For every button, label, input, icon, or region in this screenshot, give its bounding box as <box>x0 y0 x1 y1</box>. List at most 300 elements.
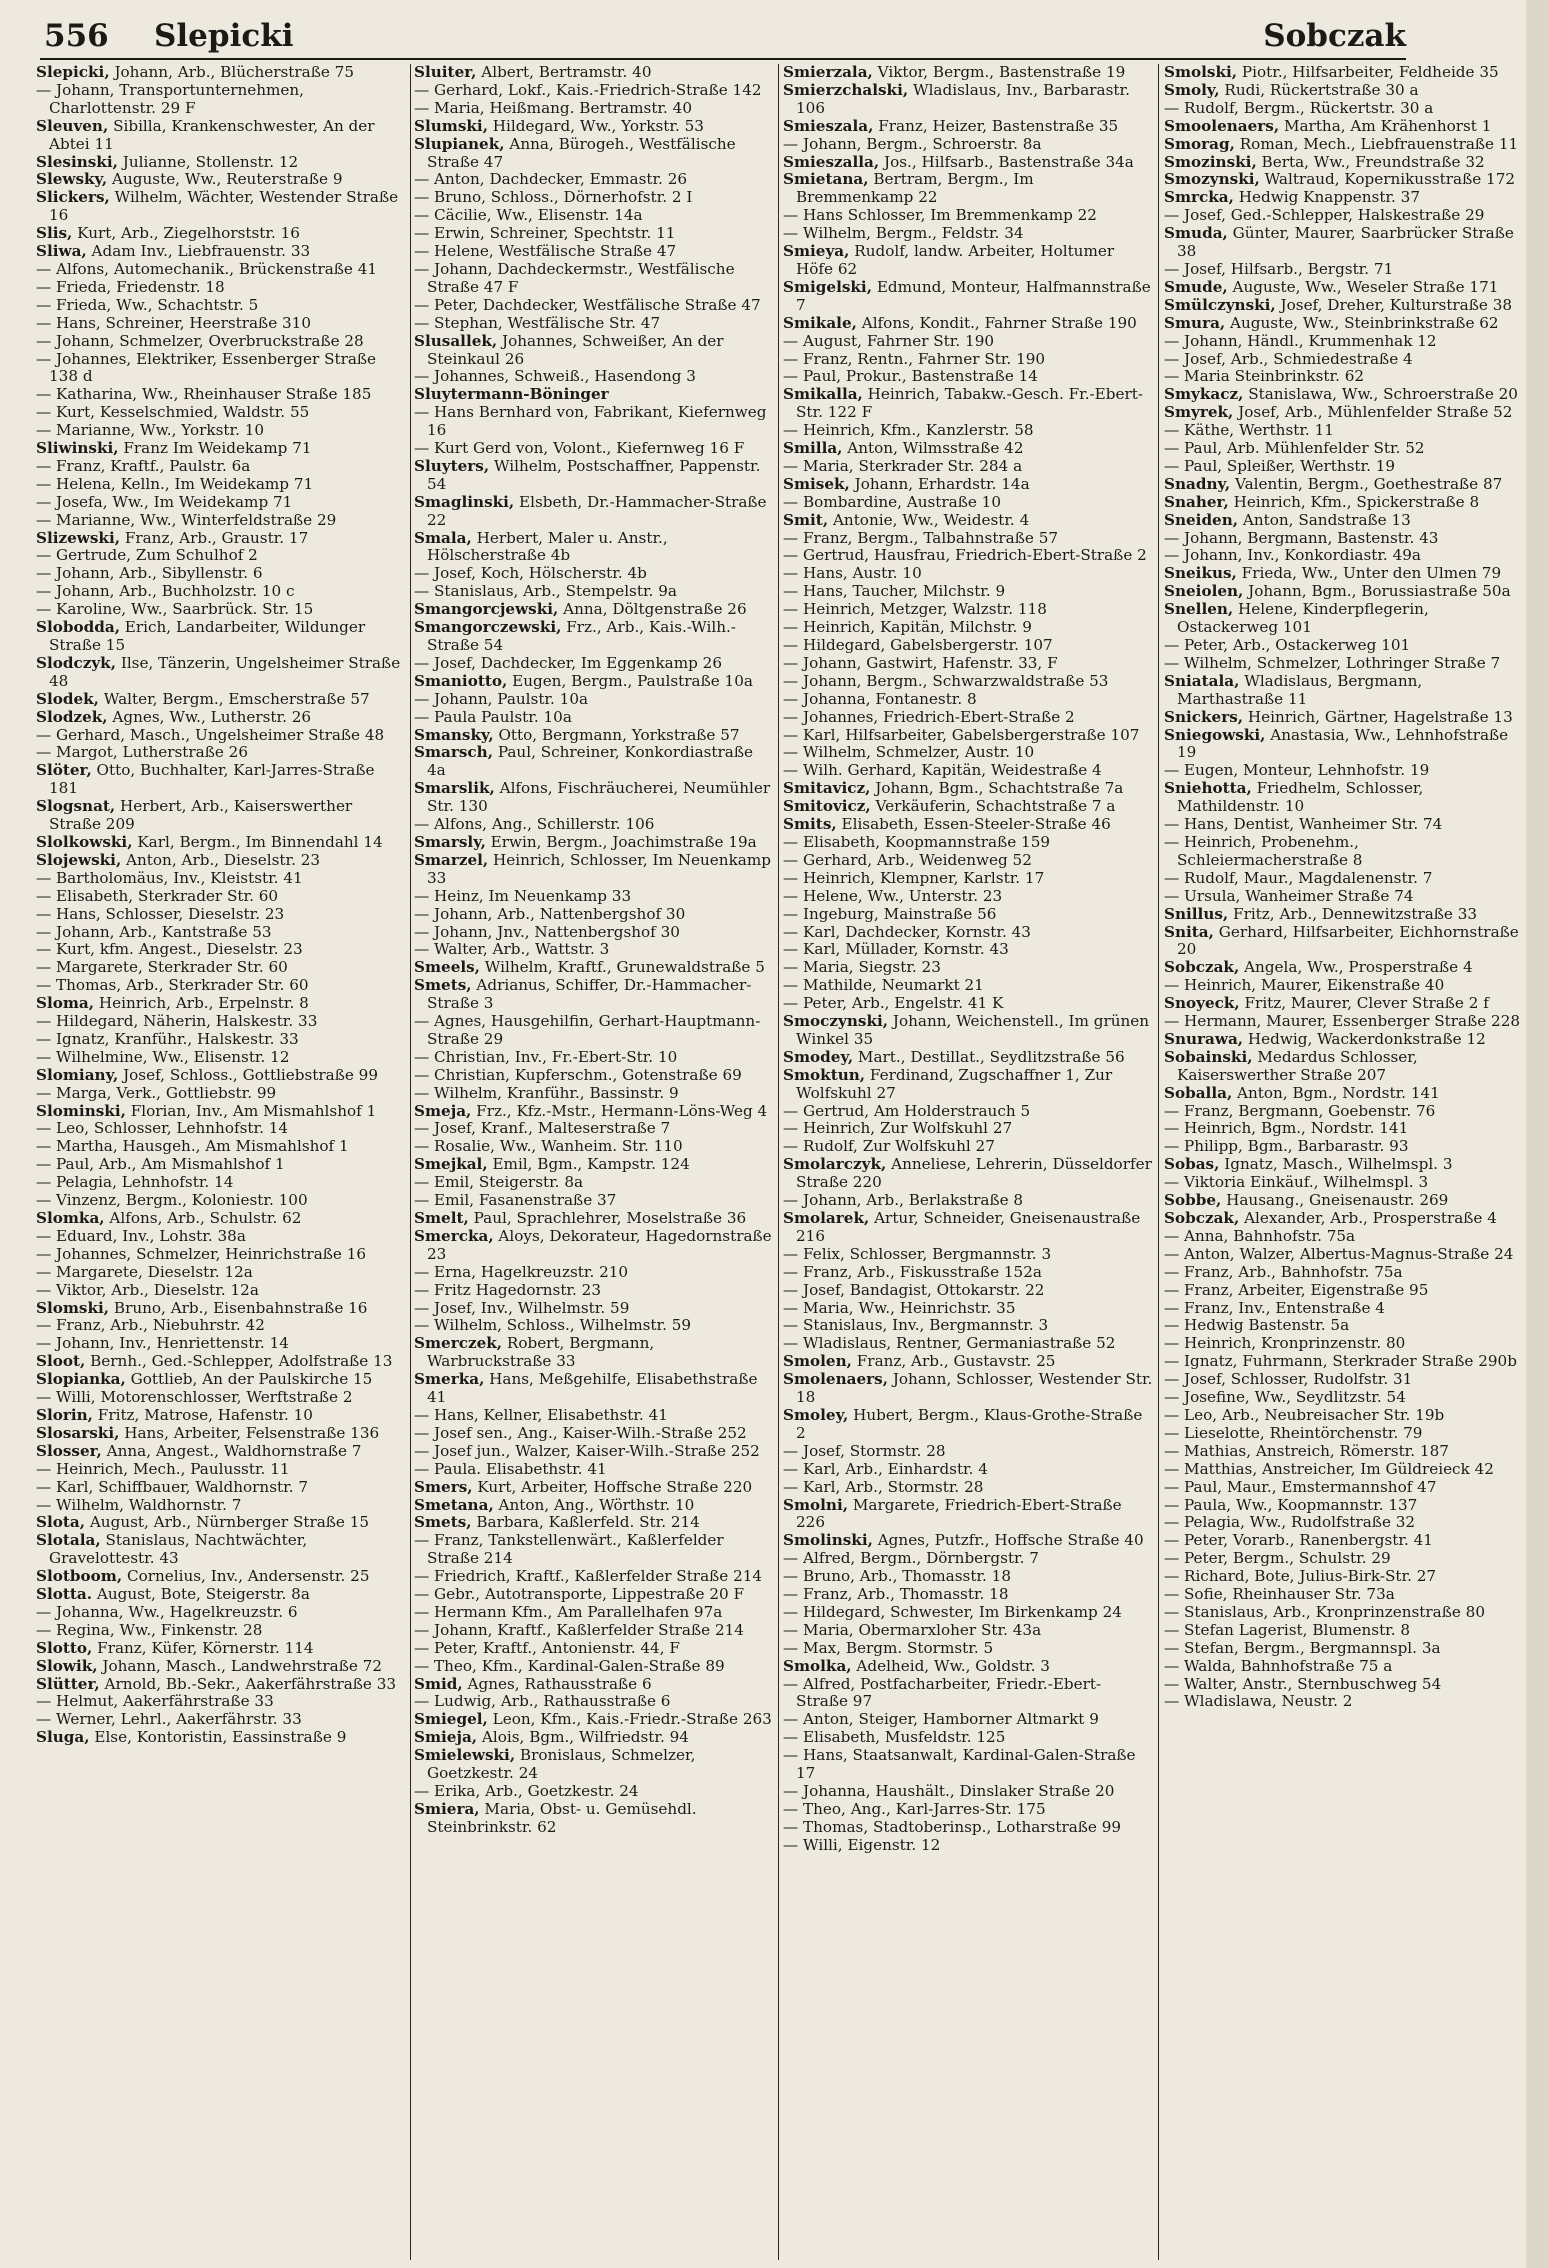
entry-surname: Slickers, <box>36 188 110 207</box>
directory-entry <box>414 727 774 745</box>
directory-entry <box>414 1425 774 1443</box>
entry-details: Anton, Sandstraße 13 <box>1238 510 1411 529</box>
entry-surname: Sobainski, <box>1164 1047 1253 1066</box>
entry-surname: Sobczak, <box>1164 958 1240 977</box>
directory-entry <box>414 906 774 924</box>
directory-entry <box>36 1228 408 1246</box>
entry-details: — Mathias, Anstreich, Römerstr. 187 <box>1164 1441 1449 1460</box>
directory-entry <box>783 225 1153 243</box>
entry-details: — Pelagia, Lehnhofstr. 14 <box>36 1173 234 1192</box>
entry-details: — Johanna, Ww., Hagelkreuzstr. 6 <box>36 1602 298 1621</box>
directory-entry <box>783 1729 1153 1747</box>
entry-details: Erwin, Bergm., Joachimstraße 19a <box>485 832 757 851</box>
directory-entry <box>1164 1425 1526 1443</box>
entry-surname: Sluga, <box>36 1728 90 1747</box>
directory-entry <box>783 780 1153 798</box>
directory-entry <box>783 709 1153 727</box>
directory-entry <box>1164 888 1526 906</box>
entry-details: — Karl, Arb., Stormstr. 28 <box>783 1477 984 1496</box>
directory-entry <box>783 1300 1153 1318</box>
entry-details: Heinrich, Gärtner, Hagelstraße 13 <box>1243 707 1513 726</box>
directory-entry <box>414 297 774 315</box>
directory-entry <box>1164 1622 1526 1640</box>
entry-details: — Marianne, Ww., Winterfeldstraße 29 <box>36 510 337 529</box>
directory-entry <box>1164 1013 1526 1031</box>
directory-entry <box>1164 1479 1526 1497</box>
entry-details: Frieda, Ww., Unter den Ulmen 79 <box>1236 564 1502 583</box>
entry-surname: Smaniotto, <box>414 671 508 690</box>
entry-surname: Soballa, <box>1164 1083 1233 1102</box>
entry-details: Wilhelm, Postschaffner, Pappenstr. 54 <box>427 456 761 493</box>
entry-details: — Hermann, Maurer, Essenberger Straße 228 <box>1164 1012 1521 1031</box>
entry-surname: Snurawa, <box>1164 1029 1244 1048</box>
directory-entry <box>414 1067 774 1085</box>
entry-surname: Smoly, <box>1164 80 1220 99</box>
directory-entry <box>414 315 774 333</box>
entry-details: — Kurt Gerd von, Volont., Kiefernweg 16 F <box>414 439 745 458</box>
entry-surname: Sluyters, <box>414 456 490 475</box>
entry-details: — Wilhelm, Bergm., Feldstr. 34 <box>783 224 1024 243</box>
entry-details: — Maria, Sterkrader Str. 284 a <box>783 456 1023 475</box>
entry-details: Auguste, Ww., Steinbrinkstraße 62 <box>1225 313 1499 332</box>
entry-details: Agnes, Rathausstraße 6 <box>462 1674 652 1693</box>
entry-details: Franz, Heizer, Bastenstraße 35 <box>873 116 1119 135</box>
directory-entry <box>36 547 408 565</box>
directory-entry <box>414 82 774 100</box>
entry-details: Helene, Kinderpflegerin, Ostackerweg 101 <box>1177 600 1429 637</box>
directory-entry <box>783 924 1153 942</box>
entry-surname: Smercka, <box>414 1226 494 1245</box>
entry-surname: Sniegowski, <box>1164 725 1266 744</box>
directory-entry <box>1164 1210 1526 1228</box>
directory-entry <box>783 1479 1153 1497</box>
directory-entry <box>414 1371 774 1407</box>
entry-details: Fritz, Maurer, Clever Straße 2 f <box>1239 994 1489 1013</box>
directory-entry <box>36 1586 408 1604</box>
entry-details: — Anton, Dachdecker, Emmastr. 26 <box>414 170 688 189</box>
entry-details: — Maria, Siegstr. 23 <box>783 958 941 977</box>
entry-details: — Heinrich, Bgm., Nordstr. 141 <box>1164 1119 1409 1138</box>
entry-details: Johann, Bgm., Borussiastraße 50a <box>1243 582 1511 601</box>
entry-details: Bruno, Arb., Eisenbahnstraße 16 <box>109 1298 368 1317</box>
entry-details: — Johann, Gastwirt, Hafenstr. 33, F <box>783 653 1058 672</box>
directory-entry <box>36 1497 408 1515</box>
entry-surname: Slis, <box>36 224 73 243</box>
entry-surname: Smolenaers, <box>783 1370 888 1389</box>
entry-surname: Smigelski, <box>783 277 872 296</box>
entry-details: — Maria, Obermarxloher Str. 43a <box>783 1620 1042 1639</box>
directory-entry <box>783 995 1153 1013</box>
directory-entry <box>414 1729 774 1747</box>
entry-details: Valentin, Bergm., Goethestraße 87 <box>1230 474 1503 493</box>
running-head-left: Slepicki <box>154 18 294 54</box>
entry-details: — Wilhelm, Schmelzer, Lothringer Straße 7 <box>1164 653 1501 672</box>
directory-entry <box>36 422 408 440</box>
entry-details: — Leo, Schlosser, Lehnhofstr. 14 <box>36 1119 289 1138</box>
directory-entry <box>1164 1443 1526 1461</box>
directory-entry <box>414 1300 774 1318</box>
directory-entry <box>783 762 1153 780</box>
entry-surname: Slosser, <box>36 1441 102 1460</box>
entry-details: — Johann, Arb., Sibyllenstr. 6 <box>36 564 263 583</box>
entry-details: — Emil, Steigerstr. 8a <box>414 1173 584 1192</box>
directory-entry <box>1164 1550 1526 1568</box>
entry-surname: Smiera, <box>414 1799 480 1818</box>
entry-details: Medardus Schlosser, Kaiserswerther Straße 207 <box>1177 1047 1418 1084</box>
entry-details: Anneliese, Lehrerin, Düsseldorfer Straße 220 <box>796 1155 1152 1192</box>
directory-entry <box>783 691 1153 709</box>
entry-details: Jos., Hilfsarb., Bastenstraße 34a <box>879 152 1134 171</box>
entry-details: — Thomas, Arb., Sterkrader Str. 60 <box>36 976 309 995</box>
entry-details: — Gerhard, Masch., Ungelsheimer Straße 48 <box>36 725 385 744</box>
entry-surname: Slusallek, <box>414 331 498 350</box>
entry-surname: Smude, <box>1164 277 1228 296</box>
entry-details: — Wilhelmine, Ww., Elisenstr. 12 <box>36 1047 290 1066</box>
directory-entry <box>414 816 774 834</box>
entry-surname: Smikalla, <box>783 385 863 404</box>
entry-details: Margarete, Friedrich-Ebert-Straße 226 <box>796 1495 1122 1532</box>
directory-entry <box>783 1801 1153 1819</box>
directory-entry <box>1164 583 1526 601</box>
entry-details: — Rudolf, Bergm., Rückertstr. 30 a <box>1164 98 1434 117</box>
entry-details: — Eugen, Monteur, Lehnhofstr. 19 <box>1164 761 1430 780</box>
entry-details: — Karl, Arb., Einhardstr. 4 <box>783 1459 988 1478</box>
entry-details: — Margarete, Dieselstr. 12a <box>36 1262 253 1281</box>
directory-entry <box>1164 225 1526 261</box>
entry-details: — Josef jun., Walzer, Kaiser-Wilh.-Straße 252 <box>414 1441 760 1460</box>
directory-entry <box>783 816 1153 834</box>
directory-entry <box>36 458 408 476</box>
directory-entry <box>783 834 1153 852</box>
directory-entry <box>783 1264 1153 1282</box>
entry-details: — Johann, Schmelzer, Overbruckstraße 28 <box>36 331 364 350</box>
directory-entry <box>783 637 1153 655</box>
directory-entry <box>414 368 774 386</box>
directory-entry <box>783 1317 1153 1335</box>
entry-surname: Smolarek, <box>783 1209 870 1227</box>
directory-entry <box>36 1514 408 1532</box>
directory-entry <box>414 1747 774 1783</box>
entry-surname: Smangorczewski, <box>414 618 562 637</box>
entry-details: Kurt, Arb., Ziegelhorststr. 16 <box>72 224 300 243</box>
directory-entry <box>783 1156 1153 1192</box>
entry-details: — Hans, Austr. 10 <box>783 564 922 583</box>
entry-details: — Rudolf, Zur Wolfskuhl 27 <box>783 1137 995 1156</box>
directory-entry <box>1164 261 1526 279</box>
entry-surname: Slupianek, <box>414 134 505 153</box>
entry-details: — Theo, Kfm., Kardinal-Galen-Straße 89 <box>414 1656 725 1675</box>
directory-entry <box>783 1192 1153 1210</box>
entry-details: Johannes, Schweißer, An der Steinkaul 26 <box>427 331 724 368</box>
entry-details: Mart., Destillat., Seydlitzstraße 56 <box>853 1047 1125 1066</box>
page-header <box>44 14 1406 60</box>
directory-entry <box>783 888 1153 906</box>
directory-entry <box>783 1747 1153 1783</box>
directory-entry <box>36 1174 408 1192</box>
directory-entry <box>414 888 774 906</box>
directory-entry <box>1164 136 1526 154</box>
entry-surname: Slowik, <box>36 1656 98 1675</box>
directory-entry <box>36 1156 408 1174</box>
entry-surname: Smansky, <box>414 725 494 744</box>
directory-entry <box>36 565 408 583</box>
entry-details: — Karl, Schiffbauer, Waldhornstr. 7 <box>36 1477 309 1496</box>
entry-details: Roman, Mech., Liebfrauenstraße 11 <box>1234 134 1519 153</box>
entry-details: — Josef, Ged.-Schlepper, Halskestraße 29 <box>1164 206 1485 225</box>
entry-details: — Johann, Händl., Krummenhak 12 <box>1164 331 1437 350</box>
column-1 <box>36 64 408 2260</box>
directory-entry <box>36 1085 408 1103</box>
directory-entry <box>414 709 774 727</box>
entry-details: Robert, Bergmann, Warbruckstraße 33 <box>427 1334 655 1371</box>
directory-entry <box>414 440 774 458</box>
entry-surname: Smilla, <box>783 439 843 458</box>
directory-entry <box>414 118 774 136</box>
entry-surname: Smykacz, <box>1164 385 1244 404</box>
entry-surname: Smarsch, <box>414 743 494 762</box>
entry-details: — Käthe, Werthstr. 11 <box>1164 421 1334 440</box>
directory-entry <box>1164 386 1526 404</box>
directory-entry <box>783 1586 1153 1604</box>
directory-entry <box>36 1282 408 1300</box>
directory-entry <box>783 386 1153 422</box>
entry-details: — Regina, Ww., Finkenstr. 28 <box>36 1620 263 1639</box>
entry-details: — Willi, Motorenschlosser, Werftstraße 2 <box>36 1388 353 1407</box>
directory-entry <box>414 1228 774 1264</box>
entry-details: — Wilhelm, Waldhornstr. 7 <box>36 1495 242 1514</box>
entry-details: — Franz, Rentn., Fahrner Str. 190 <box>783 349 1046 368</box>
entry-details: Bernh., Ged.-Schlepper, Adolfstraße 13 <box>85 1352 393 1371</box>
directory-entry <box>36 888 408 906</box>
entry-details: — Emil, Fasanenstraße 37 <box>414 1191 617 1210</box>
entry-details: — Peter, Vorarb., Ranenbergstr. 41 <box>1164 1531 1433 1550</box>
entry-surname: Sleuven, <box>36 116 109 135</box>
entry-surname: Slesinski, <box>36 152 118 171</box>
entry-surname: Slolkowski, <box>36 832 133 851</box>
entry-surname: Smuda, <box>1164 224 1228 243</box>
entry-details: Frz., Kfz.-Mstr., Hermann-Löns-Weg 4 <box>471 1101 768 1120</box>
entry-details: — Franz, Tankstellenwärt., Kaßlerfelder Straße 214 <box>414 1531 724 1568</box>
directory-entry <box>414 1210 774 1228</box>
directory-entry <box>36 655 408 691</box>
entry-details: — Frieda, Friedenstr. 18 <box>36 277 225 296</box>
entry-details: Alfons, Fischräucherei, Neumühler Str. 130 <box>427 779 771 816</box>
entry-details: Stanislawa, Ww., Schroerstraße 20 <box>1243 385 1518 404</box>
directory-entry <box>1164 1353 1526 1371</box>
entry-details: — Ignatz, Fuhrmann, Sterkrader Straße 290b <box>1164 1352 1517 1371</box>
entry-details: — Vinzenz, Bergm., Koloniestr. 100 <box>36 1191 308 1210</box>
directory-entry <box>1164 404 1526 422</box>
directory-entry <box>1164 924 1526 960</box>
directory-entry <box>1164 1282 1526 1300</box>
directory-entry <box>783 1282 1153 1300</box>
entry-details: — Josefine, Ww., Seydlitzstr. 54 <box>1164 1388 1406 1407</box>
directory-entry <box>36 906 408 924</box>
directory-entry <box>1164 1228 1526 1246</box>
entry-details: — Franz, Arb., Thomasstr. 18 <box>783 1585 1009 1604</box>
directory-entry <box>36 1049 408 1067</box>
directory-entry <box>414 171 774 189</box>
entry-details: Anna, Bürogeh., Westfälische Straße 47 <box>427 134 736 171</box>
entry-details: Eugen, Bergm., Paulstraße 10a <box>507 671 753 690</box>
directory-entry <box>414 1693 774 1711</box>
entry-surname: Slodek, <box>36 689 99 708</box>
directory-entry <box>36 619 408 655</box>
entry-details: — Paula, Ww., Koopmannstr. 137 <box>1164 1495 1418 1514</box>
directory-entry <box>783 565 1153 583</box>
entry-details: — Alfred, Bergm., Dörnbergstr. 7 <box>783 1549 1039 1568</box>
directory-entry <box>414 1532 774 1568</box>
entry-details: Kurt, Arbeiter, Hoffsche Straße 220 <box>472 1477 753 1496</box>
directory-entry <box>414 1049 774 1067</box>
directory-entry <box>1164 1568 1526 1586</box>
directory-entry <box>783 171 1153 207</box>
entry-details: — Alfons, Ang., Schillerstr. 106 <box>414 815 655 834</box>
directory-entry <box>1164 171 1526 189</box>
entry-surname: Smietana, <box>783 170 869 189</box>
directory-entry <box>36 494 408 512</box>
directory-entry <box>36 315 408 333</box>
directory-entry <box>36 1264 408 1282</box>
directory-entry <box>783 1604 1153 1622</box>
entry-details: — Johann, Inv., Henriettenstr. 14 <box>36 1334 289 1353</box>
directory-entry <box>414 1120 774 1138</box>
entry-details: Johann, Schlosser, Westender Str. 18 <box>796 1370 1153 1407</box>
entry-details: Edmund, Monteur, Halfmannstraße 7 <box>796 277 1151 314</box>
entry-surname: Smid, <box>414 1674 463 1693</box>
entry-details: Wladislaus, Bergmann, Marthastraße 11 <box>1177 671 1423 708</box>
entry-details: August, Arb., Nürnberger Straße 15 <box>85 1513 370 1532</box>
entry-surname: Slizewski, <box>36 528 120 547</box>
directory-entry <box>1164 1407 1526 1425</box>
directory-entry <box>414 1443 774 1461</box>
directory-entry <box>783 977 1153 995</box>
entry-details: — Katharina, Ww., Rheinhauser Straße 185 <box>36 385 372 404</box>
entry-details: Alois, Bgm., Wilfriedstr. 94 <box>477 1728 689 1747</box>
entry-details: — Rosalie, Ww., Wanheim. Str. 110 <box>414 1137 683 1156</box>
entry-details: — Johann, Bergm., Schwarzwaldstraße 53 <box>783 671 1109 690</box>
directory-entry <box>783 243 1153 279</box>
entry-details: — Hans, Schreiner, Heerstraße 310 <box>36 313 311 332</box>
directory-entry <box>36 1389 408 1407</box>
directory-entry <box>414 780 774 816</box>
directory-entry <box>783 1335 1153 1353</box>
entry-surname: Sneiolen, <box>1164 582 1244 601</box>
directory-entry <box>1164 530 1526 548</box>
directory-entry <box>783 744 1153 762</box>
entry-details: — Heinz, Im Neuenkamp 33 <box>414 886 632 905</box>
directory-entry <box>1164 1586 1526 1604</box>
entry-details: — Heinrich, Klempner, Karlstr. 17 <box>783 868 1045 887</box>
directory-entry <box>36 1067 408 1085</box>
directory-entry <box>1164 709 1526 727</box>
entry-details: — Josef, Hilfsarb., Bergstr. 71 <box>1164 259 1394 278</box>
entry-surname: Smrcka, <box>1164 188 1234 207</box>
directory-entry <box>36 404 408 422</box>
directory-entry <box>414 243 774 261</box>
entry-surname: Smoolenaers, <box>1164 116 1280 135</box>
entry-details: Josef, Dreher, Kulturstraße 38 <box>1275 295 1513 314</box>
entry-details: Emil, Bgm., Kampstr. 124 <box>487 1155 690 1174</box>
directory-entry <box>414 1801 774 1837</box>
directory-entry <box>36 225 408 243</box>
directory-entry <box>36 1640 408 1658</box>
entry-surname: Sluiter, <box>414 64 477 81</box>
directory-entry <box>36 1031 408 1049</box>
entry-details: Johann, Masch., Landwehrstraße 72 <box>97 1656 382 1675</box>
entry-details: Heinrich, Tabakw.-Gesch. Fr.-Ebert-Str. 122 F <box>796 385 1143 422</box>
entry-details: Herbert, Maler u. Anstr., Hölscherstraße 4b <box>427 528 668 565</box>
entry-details: Paul, Schreiner, Konkordiastraße 4a <box>427 743 753 780</box>
entry-details: — Peter, Dachdecker, Westfälische Straße 47 <box>414 295 761 314</box>
entry-surname: Smikale, <box>783 313 857 332</box>
entry-details: — Johann, Arb., Kantstraße 53 <box>36 922 272 941</box>
entry-surname: Sneiden, <box>1164 510 1239 529</box>
entry-surname: Snita, <box>1164 922 1214 941</box>
entry-surname: Smoley, <box>783 1405 849 1424</box>
entry-details: Franz, Arb., Graustr. 17 <box>120 528 309 547</box>
entry-details: — Marianne, Ww., Yorkstr. 10 <box>36 421 265 440</box>
entry-details: Hubert, Bergm., Klaus-Grothe-Straße 2 <box>796 1405 1143 1442</box>
directory-entry <box>783 351 1153 369</box>
entry-details: — Josef, Dachdecker, Im Eggenkamp 26 <box>414 653 722 672</box>
entry-surname: Smelt, <box>414 1209 469 1227</box>
directory-entry <box>36 583 408 601</box>
entry-surname: Slomka, <box>36 1209 105 1227</box>
directory-entry <box>36 82 408 118</box>
directory-entry <box>783 1568 1153 1586</box>
entry-details: — Christian, Inv., Fr.-Ebert-Str. 10 <box>414 1047 678 1066</box>
entry-details: — Johann, Arb., Berlakstraße 8 <box>783 1191 1024 1210</box>
entry-details: — Heinrich, Kfm., Kanzlerstr. 58 <box>783 421 1034 440</box>
directory-entry <box>1164 333 1526 351</box>
entry-details: — Wilhelm, Schmelzer, Austr. 10 <box>783 743 1035 762</box>
directory-entry <box>36 1461 408 1479</box>
directory-entry <box>36 691 408 709</box>
directory-entry <box>1164 655 1526 673</box>
entry-details: — Hans, Kellner, Elisabethstr. 41 <box>414 1405 668 1424</box>
entry-details: Elsbeth, Dr.-Hammacher-Straße 22 <box>427 492 767 529</box>
entry-details: Sibilla, Krankenschwester, An der Abtei 11 <box>49 116 375 153</box>
entry-details: Bertram, Bergm., Im Bremmenkamp 22 <box>796 170 1034 207</box>
directory-entry <box>783 870 1153 888</box>
entry-details: Hans, Meßgehilfe, Elisabethstraße 41 <box>427 1370 758 1407</box>
directory-entry <box>36 834 408 852</box>
running-head-right: Sobczak <box>1263 18 1406 54</box>
directory-entry <box>783 1676 1153 1712</box>
directory-entry <box>36 351 408 387</box>
directory-entry <box>783 82 1153 118</box>
directory-entry <box>783 1049 1153 1067</box>
directory-entry <box>783 1837 1153 1855</box>
entry-details: Hedwig, Wackerdonkstraße 12 <box>1243 1029 1486 1048</box>
entry-details: — Johann, Inv., Konkordiastr. 49a <box>1164 546 1421 565</box>
entry-details: — Viktoria Einkäuf., Wilhelmspl. 3 <box>1164 1173 1429 1192</box>
entry-surname: Sliwa, <box>36 242 87 261</box>
directory-entry <box>414 565 774 583</box>
directory-entry <box>1164 834 1526 870</box>
entry-surname: Slodczyk, <box>36 653 116 672</box>
entry-details: Anton, Ang., Wörthstr. 10 <box>493 1495 695 1514</box>
directory-entry <box>414 100 774 118</box>
entry-surname: Slojewski, <box>36 850 122 869</box>
entry-surname: Sloot, <box>36 1352 86 1371</box>
directory-entry <box>414 530 774 566</box>
directory-entry <box>783 727 1153 745</box>
entry-details: Artur, Schneider, Gneisenaustraße 216 <box>796 1209 1141 1245</box>
directory-entry <box>783 315 1153 333</box>
entry-details: — Anna, Bahnhofstr. 75a <box>1164 1226 1356 1245</box>
